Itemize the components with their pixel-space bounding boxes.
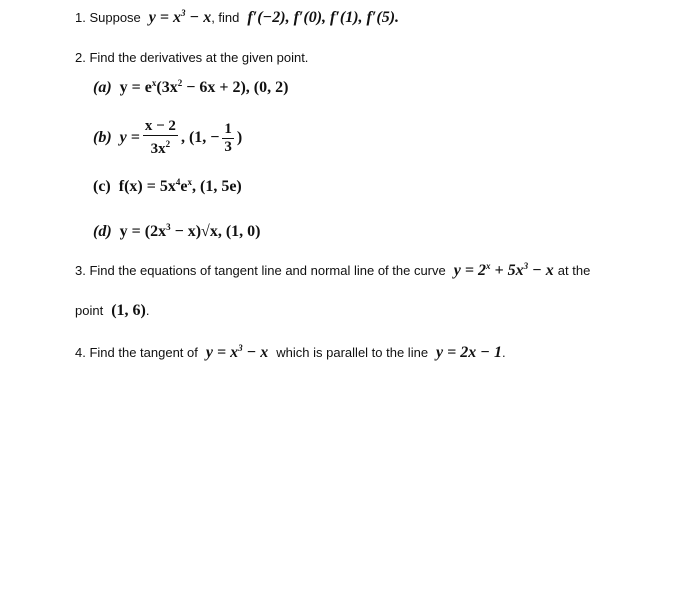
a-eq1: y = e xyxy=(119,79,152,96)
q3-exp1: x xyxy=(485,261,491,271)
question-3 xyxy=(75,261,590,280)
q4-eq xyxy=(206,343,268,362)
q3-eq xyxy=(454,261,554,280)
b-num: x − 2 xyxy=(144,118,176,134)
part-d-eq xyxy=(120,222,261,241)
question-1 xyxy=(75,8,399,27)
q1-eq2: − x xyxy=(185,9,212,26)
part-a-eq xyxy=(120,78,289,97)
a-eq3: − 6x + 2), (0, 2) xyxy=(182,79,289,96)
d-eq1: y = (2x xyxy=(119,223,167,240)
q3-point: (1, 6) xyxy=(111,302,146,319)
q3-eq1: y = 2 xyxy=(453,262,486,279)
q1-eq: y = x xyxy=(148,9,181,26)
q3-eq2: + 5x xyxy=(490,262,524,279)
q1-values: f′(−2), f′(0), f′(1), f′(5). xyxy=(247,9,400,26)
b-pt1: , (1, − xyxy=(180,129,220,146)
q2-part-a xyxy=(93,78,288,97)
q2-part-b xyxy=(93,118,242,158)
a-eq2: (3x xyxy=(156,79,178,96)
b-den: 3x xyxy=(150,141,166,157)
d-exp1: 3 xyxy=(166,222,171,232)
q4-mid: which is parallel to the line xyxy=(276,345,429,360)
q1-label: 1. Suppose xyxy=(75,10,141,25)
q4-exp1: 3 xyxy=(238,343,243,353)
question-2 xyxy=(75,50,308,65)
c-exp1: 4 xyxy=(175,177,181,187)
c-eq1: f(x) = 5x xyxy=(118,178,176,195)
q3-tail: at the xyxy=(557,263,591,278)
b-pden: 3 xyxy=(224,138,232,155)
part-b-tag: (b) xyxy=(93,129,112,146)
q3-label: 3. Find the equations of tangent line and normal line of the curve xyxy=(75,263,446,278)
part-c-eq xyxy=(119,177,242,196)
q3-exp2: 3 xyxy=(523,261,529,271)
q4-label: 4. Find the tangent of xyxy=(75,345,198,360)
q1-exp: 3 xyxy=(181,8,186,18)
b-eq1: y = xyxy=(119,129,140,146)
q2-label: 2. Find the derivatives at the given point. xyxy=(75,50,309,65)
q4-line-eq: y = 2x − 1 xyxy=(436,344,502,361)
b-fraction xyxy=(143,118,178,158)
q3-end: . xyxy=(145,303,150,318)
q4-eq2: − x xyxy=(242,344,269,361)
d-eq2: − x)√x, (1, 0) xyxy=(170,223,261,240)
q2-part-c xyxy=(93,177,242,196)
q4-eq1: y = x xyxy=(205,344,239,361)
b-pt2: ) xyxy=(236,129,243,146)
q3-eq3: − x xyxy=(528,262,554,279)
b-denexp: 2 xyxy=(165,139,171,149)
q3-label2: point xyxy=(75,303,104,318)
q4-end: . xyxy=(501,345,506,360)
part-a-tag: (a) xyxy=(93,79,112,96)
c-eq3: , (1, 5e) xyxy=(191,178,242,195)
part-d-tag: (d) xyxy=(93,223,112,240)
a-exp2: 2 xyxy=(177,78,183,88)
a-exp1: x xyxy=(151,78,157,88)
q1-equation xyxy=(149,8,211,27)
q1-find: , find xyxy=(211,10,240,25)
part-c-tag: (c) xyxy=(93,178,111,195)
b-pnum: 1 xyxy=(224,120,232,137)
question-3-cont xyxy=(75,302,149,320)
question-4 xyxy=(75,343,506,362)
b-point-fraction xyxy=(222,121,234,156)
q2-part-d xyxy=(93,222,261,241)
c-exp2: x xyxy=(187,177,192,187)
c-eq2: e xyxy=(180,178,188,195)
